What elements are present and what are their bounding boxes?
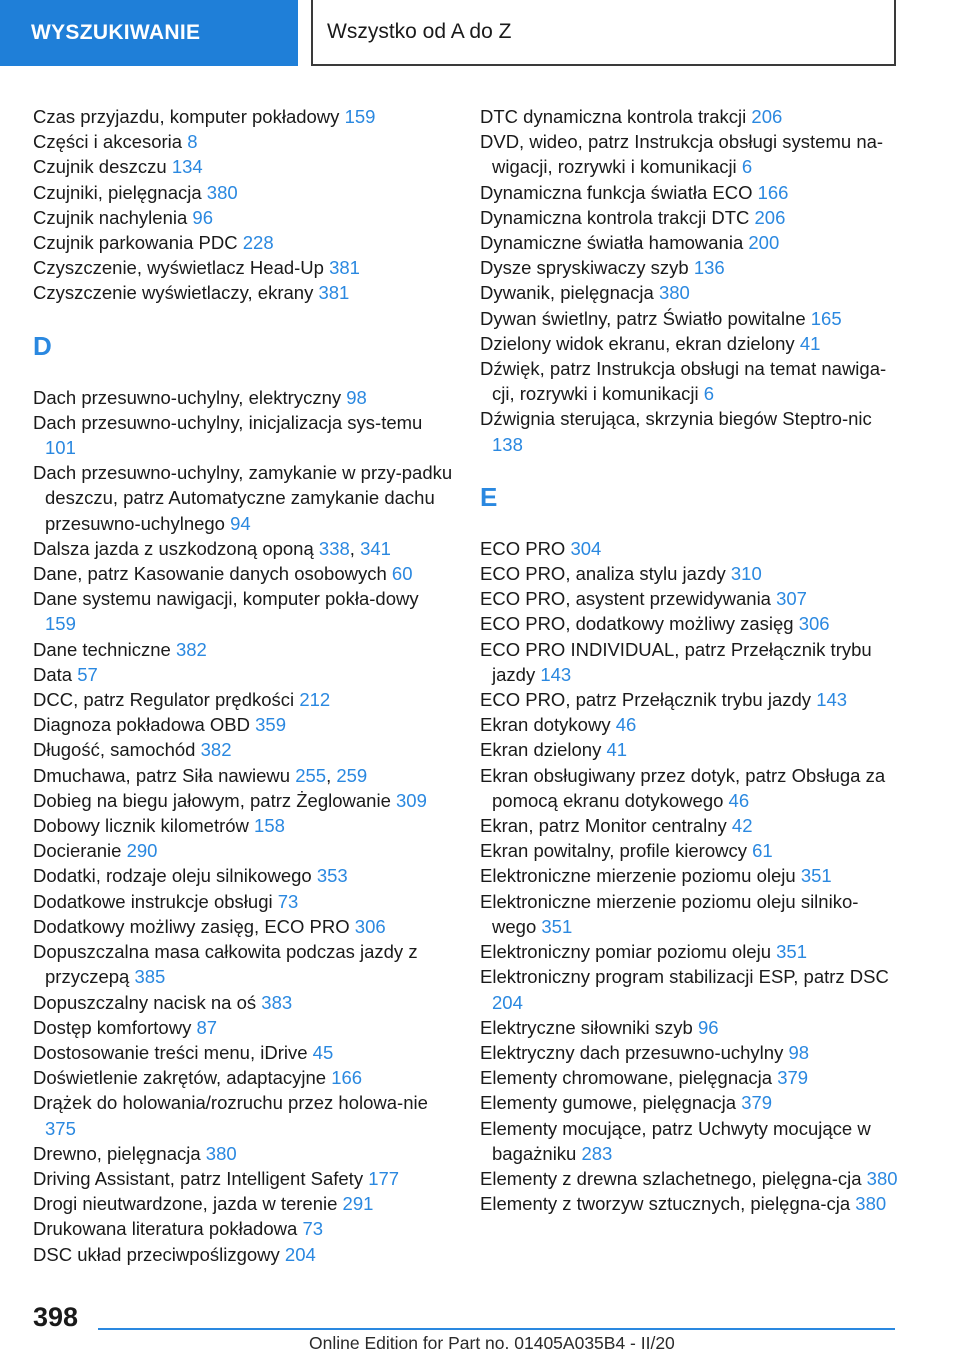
page-link[interactable]: 166 <box>331 1067 363 1089</box>
page-link[interactable]: 228 <box>242 232 274 254</box>
index-entry <box>480 406 900 456</box>
index-entry <box>33 838 453 863</box>
index-entry <box>480 863 900 888</box>
index-entry <box>480 1090 900 1115</box>
page-link[interactable]: 385 <box>134 966 166 988</box>
entry-term: Dach przesuwno-uchylny, inicjalizacja sys-temu <box>33 411 423 433</box>
index-entry <box>480 180 900 205</box>
entry-term: Drukowana literatura pokładowa <box>33 1218 303 1240</box>
index-entry: Dmuchawa, patrz Siła nawiewu 255, 259 <box>33 764 368 786</box>
page-link[interactable]: 165 <box>810 307 842 329</box>
page-link[interactable]: 158 <box>254 815 285 837</box>
entry-term: Dane, patrz Kasowanie danych osobowych <box>33 563 392 585</box>
entry-term: Dźwignia sterująca, skrzynia biegów Steptro-nic <box>480 408 872 430</box>
entry-term: Dodatki, rodzaje oleju silnikowego <box>33 865 317 887</box>
entry-term: Elementy gumowe, pielęgnacja <box>480 1092 742 1114</box>
entry-term: Dmuchawa, patrz Siła nawiewu <box>33 764 296 786</box>
index-entry <box>33 255 453 280</box>
page-link[interactable]: 309 <box>396 789 427 811</box>
index-entry <box>33 129 453 154</box>
entry-term: Doświetlenie zakrętów, adaptacyjne <box>33 1067 332 1089</box>
entry-term: Dach przesuwno-uchylny, zamykanie w przy-padku deszczu, patrz Automatyczne zamykanie dachu przesuwno-uchylnego <box>33 462 453 534</box>
index-entry <box>33 1141 453 1166</box>
index-entry <box>33 662 453 687</box>
index-entry <box>480 712 900 737</box>
index-entry <box>33 889 453 914</box>
index-entry <box>480 1040 900 1065</box>
page-link[interactable]: 45 <box>312 1041 334 1063</box>
index-entry <box>33 863 453 888</box>
entry-term: ECO PRO, dodatkowy możliwy zasięg <box>480 613 799 635</box>
page-link[interactable]: 375 <box>45 1117 76 1139</box>
index-entry <box>480 331 900 356</box>
page-link[interactable]: 379 <box>741 1092 773 1114</box>
page-link[interactable]: 359 <box>255 714 287 736</box>
entry-term: Dysze spryskiwaczy szyb <box>480 257 694 279</box>
index-entry <box>33 385 453 410</box>
index-entry <box>480 637 900 687</box>
page-link[interactable]: 41 <box>606 739 628 761</box>
entry-term: Dynamiczna funkcja światła ECO <box>480 181 758 203</box>
page-link[interactable]: 304 <box>570 537 602 559</box>
page-link[interactable]: 166 <box>757 181 789 203</box>
page-link[interactable]: 41 <box>799 332 821 354</box>
entry-term: Czujnik deszczu <box>33 156 172 178</box>
index-entry <box>480 737 900 762</box>
index-entry <box>33 460 453 536</box>
entry-term: Czas przyjazdu, komputer pokładowy <box>33 106 345 127</box>
page-link[interactable]: 134 <box>171 156 203 178</box>
entry-term: Dach przesuwno-uchylny, elektryczny <box>33 386 347 408</box>
index-entry <box>33 737 453 762</box>
entry-term: Drogi nieutwardzone, jazda w terenie <box>33 1193 343 1215</box>
index-entry <box>33 1015 453 1040</box>
edition-info: Online Edition for Part no. 01405A035B4 - II/20 <box>309 1333 675 1353</box>
page-link[interactable]: 143 <box>816 689 848 711</box>
page-link[interactable]: 380 <box>866 1167 898 1189</box>
index-entry <box>480 1191 900 1216</box>
entry-term: Ekran powitalny, profile kierowcy <box>480 840 753 862</box>
index-entry <box>480 205 900 230</box>
page-link[interactable]: 255 <box>295 764 327 786</box>
page-link[interactable]: 290 <box>126 840 158 862</box>
index-entry <box>480 838 900 863</box>
page-link[interactable]: 101 <box>45 437 76 459</box>
page-link[interactable]: 283 <box>581 1142 613 1164</box>
entry-term: DSC układ przeciwpoślizgowy <box>33 1243 285 1265</box>
index-entry <box>480 763 900 813</box>
page-link[interactable]: 381 <box>318 282 350 304</box>
page-link[interactable]: 380 <box>855 1193 887 1215</box>
index-entry <box>480 586 900 611</box>
page-link[interactable]: 382 <box>200 739 232 761</box>
page-link[interactable]: 6 <box>741 156 753 178</box>
index-entry <box>33 586 453 636</box>
page-link[interactable]: 57 <box>77 663 98 685</box>
index-entry <box>480 230 900 255</box>
page-link[interactable]: 177 <box>368 1167 400 1189</box>
index-entry <box>480 1116 900 1166</box>
entry-term: Dalsza jazda z uszkodzoną oponą <box>33 537 319 559</box>
entry-term: Czujnik nachylenia <box>33 206 193 228</box>
page-link[interactable]: 380 <box>658 282 690 304</box>
index-entry <box>33 637 453 662</box>
entry-term: Długość, samochód <box>33 739 201 761</box>
entry-term: Drążek do holowania/rozruchu przez holowa-nie <box>33 1092 428 1114</box>
index-entry <box>33 687 453 712</box>
page-link[interactable]: 204 <box>492 991 523 1013</box>
page-link[interactable]: 307 <box>776 588 807 610</box>
page-link[interactable]: 87 <box>196 1016 218 1038</box>
entry-term: Czyszczenie wyświetlaczy, ekrany <box>33 282 319 304</box>
index-entry <box>480 687 900 712</box>
page-link[interactable]: 159 <box>344 106 376 127</box>
footer-divider <box>98 1328 895 1330</box>
tab-all-a-to-z[interactable]: Wszystko od A do Z <box>311 0 896 66</box>
index-entry <box>33 1242 453 1267</box>
entry-term: DCC, patrz Regulator prędkości <box>33 689 300 711</box>
page-link[interactable]: 96 <box>192 206 213 228</box>
page-link[interactable]: 98 <box>346 386 367 408</box>
page-link[interactable]: 212 <box>299 689 331 711</box>
entry-term: Elektroniczny pomiar poziomu oleju <box>480 941 777 963</box>
page-link[interactable]: 159 <box>45 613 76 635</box>
page-link[interactable]: 259 <box>336 764 368 786</box>
entry-term: Diagnoza pokładowa OBD <box>33 714 256 736</box>
index-entry <box>480 1166 900 1191</box>
index-entry <box>33 712 453 737</box>
entry-term: Dane systemu nawigacji, komputer pokła-dowy <box>33 588 419 610</box>
entry-term: Dobieg na biegu jałowym, patrz Żeglowanie <box>33 789 397 811</box>
index-entry <box>33 280 453 305</box>
entry-term: Elektroniczne mierzenie poziomu oleju <box>480 865 801 887</box>
entry-term: Dodatkowe instrukcje obsługi <box>33 890 278 912</box>
index-entry <box>33 104 453 129</box>
page-link[interactable]: 306 <box>798 613 830 635</box>
section-letter-e: E <box>480 481 498 512</box>
index-entry <box>480 611 900 636</box>
entry-term: Ekran obsługiwany przez dotyk, patrz Obsługa za pomocą ekranu dotykowego <box>480 764 886 811</box>
page-link[interactable]: 61 <box>752 840 773 862</box>
page-link[interactable]: 98 <box>788 1041 810 1063</box>
index-column-left <box>33 104 453 1267</box>
index-entry <box>480 964 900 1014</box>
page-link[interactable]: 200 <box>748 232 780 254</box>
page-link[interactable]: 306 <box>354 915 386 937</box>
page-link[interactable]: 94 <box>230 512 251 534</box>
header <box>0 0 960 66</box>
page-link[interactable]: 351 <box>800 865 832 887</box>
index-entry <box>480 561 900 586</box>
page-link[interactable]: 351 <box>776 941 808 963</box>
index-entry <box>480 813 900 838</box>
entry-term: Czujnik parkowania PDC <box>33 232 243 254</box>
index-entry <box>480 129 900 179</box>
entry-term: Elementy chromowane, pielęgnacja <box>480 1067 778 1089</box>
entry-term: DTC dynamiczna kontrola trakcji <box>480 106 752 127</box>
entry-term: Drewno, pielęgnacja <box>33 1142 206 1164</box>
index-entry <box>480 280 900 305</box>
entry-term: DVD, wideo, patrz Instrukcja obsługi systemu na-wigacji, rozrywki i komunikacji <box>480 131 884 178</box>
page-number: 398 <box>33 1302 79 1332</box>
page-link[interactable]: 42 <box>731 815 753 837</box>
index-entry <box>33 1090 453 1140</box>
page-link[interactable]: 96 <box>697 1016 719 1038</box>
entry-term: Elementy z drewna szlachetnego, pielęgna-cja <box>480 1167 867 1189</box>
entry-term: Dzielony widok ekranu, ekran dzielony <box>480 332 800 354</box>
page-link[interactable]: 380 <box>205 1142 237 1164</box>
entry-term: Dźwięk, patrz Instrukcja obsługi na temat nawiga-cji, rozrywki i komunikacji <box>480 358 887 405</box>
index-entry <box>33 914 453 939</box>
entry-term: Dywanik, pielęgnacja <box>480 282 659 304</box>
tab-search[interactable]: WYSZUKIWANIE <box>0 0 298 66</box>
index-entry <box>33 1191 453 1216</box>
page-link[interactable]: 8 <box>187 131 198 153</box>
entry-term: Driving Assistant, patrz Intelligent Safety <box>33 1167 369 1189</box>
entry-term: Ekran dzielony <box>480 739 607 761</box>
entry-term: Dywan świetlny, patrz Światło powitalne <box>480 307 811 329</box>
entry-term: Części i akcesoria <box>33 131 188 153</box>
entry-term: Data <box>33 663 78 685</box>
index-entry <box>480 1015 900 1040</box>
page-link[interactable]: 46 <box>615 714 637 736</box>
entry-term: Elektryczne siłowniki szyb <box>480 1016 698 1038</box>
index-entry <box>33 813 453 838</box>
index-entry <box>33 1216 453 1241</box>
page-link[interactable]: 353 <box>316 865 348 887</box>
page-link[interactable]: 204 <box>284 1243 316 1265</box>
index-entry <box>480 104 900 129</box>
index-entry <box>480 356 900 406</box>
index-entry <box>480 306 900 331</box>
entry-term: Dopuszczalna masa całkowita podczas jazdy z przyczepą <box>33 941 418 988</box>
page-link[interactable]: 206 <box>754 206 786 228</box>
entry-term: ECO PRO, analiza stylu jazdy <box>480 563 731 585</box>
index-entry <box>480 536 900 561</box>
page-link[interactable]: 143 <box>540 663 572 685</box>
entry-term: Elementy mocujące, patrz Uchwyty mocujące w bagażniku <box>480 1117 871 1164</box>
page-link[interactable]: 338 <box>318 537 350 559</box>
entry-term: ECO PRO <box>480 537 571 559</box>
entry-term: Czujniki, pielęgnacja <box>33 181 207 203</box>
page-link[interactable]: 73 <box>302 1218 324 1240</box>
index-entry <box>33 788 453 813</box>
entry-term: Ekran dotykowy <box>480 714 616 736</box>
entry-term: Czyszczenie, wyświetlacz Head-Up <box>33 257 330 279</box>
entry-term: Elementy z tworzyw sztucznych, pielęgna-cja <box>480 1193 856 1215</box>
page-link[interactable]: 383 <box>261 991 293 1013</box>
index-entry <box>33 1065 453 1090</box>
entry-term: ECO PRO INDIVIDUAL, patrz Przełącznik trybu jazdy <box>480 638 872 685</box>
index-entry <box>33 939 453 989</box>
index-entry <box>480 255 900 280</box>
page-link[interactable]: 291 <box>342 1193 374 1215</box>
index-entry <box>33 230 453 255</box>
entry-term: Dynamiczne światła hamowania <box>480 232 749 254</box>
entry-term: Dane techniczne <box>33 638 176 660</box>
entry-term: Dostęp komfortowy <box>33 1016 197 1038</box>
index-entry: Dalsza jazda z uszkodzoną oponą 338, 341 <box>33 537 391 559</box>
entry-term: Dodatkowy możliwy zasięg, ECO PRO <box>33 915 355 937</box>
entry-term: ECO PRO, asystent przewidywania <box>480 588 777 610</box>
index-entry <box>33 180 453 205</box>
entry-term: Dynamiczna kontrola trakcji DTC <box>480 206 755 228</box>
index-entry <box>33 205 453 230</box>
entry-term: Dostosowanie treści menu, iDrive <box>33 1041 313 1063</box>
page-link[interactable]: 46 <box>728 789 750 811</box>
page-link[interactable]: 310 <box>730 563 762 585</box>
page-link[interactable]: 379 <box>777 1067 809 1089</box>
entry-term: Elektroniczny program stabilizacji ESP, patrz DSC <box>480 966 889 988</box>
page-link[interactable]: 60 <box>391 563 413 585</box>
index-entry <box>33 990 453 1015</box>
index-entry <box>33 410 453 460</box>
page-link[interactable]: 381 <box>329 257 360 279</box>
entry-term: Docieranie <box>33 840 127 862</box>
index-entry <box>33 1040 453 1065</box>
entry-term: Dobowy licznik kilometrów <box>33 815 255 837</box>
page-link[interactable]: 380 <box>206 181 238 203</box>
page-link[interactable]: 138 <box>492 433 523 455</box>
page-link[interactable]: 73 <box>277 890 299 912</box>
page-link[interactable]: 351 <box>541 915 573 937</box>
section-letter-d: D <box>33 330 52 361</box>
entry-term: Dopuszczalny nacisk na oś <box>33 991 262 1013</box>
page-link[interactable]: 382 <box>175 638 207 660</box>
page-link[interactable]: 206 <box>751 106 783 127</box>
index-entry <box>480 889 900 939</box>
index-entry <box>33 1166 453 1191</box>
entry-term: Elektroniczne mierzenie poziomu oleju silniko-wego <box>480 890 859 937</box>
entry-term: ECO PRO, patrz Przełącznik trybu jazdy <box>480 689 817 711</box>
index-entry <box>33 154 453 179</box>
index-entry <box>33 561 453 586</box>
entry-term: Elektryczny dach przesuwno-uchylny <box>480 1041 789 1063</box>
index-entry <box>480 939 900 964</box>
page-link[interactable]: 6 <box>703 383 715 405</box>
page-link[interactable]: 341 <box>360 537 391 559</box>
index-entry <box>480 1065 900 1090</box>
page-link[interactable]: 136 <box>693 257 725 279</box>
entry-term: Ekran, patrz Monitor centralny <box>480 815 732 837</box>
index-column-right <box>480 104 900 1216</box>
